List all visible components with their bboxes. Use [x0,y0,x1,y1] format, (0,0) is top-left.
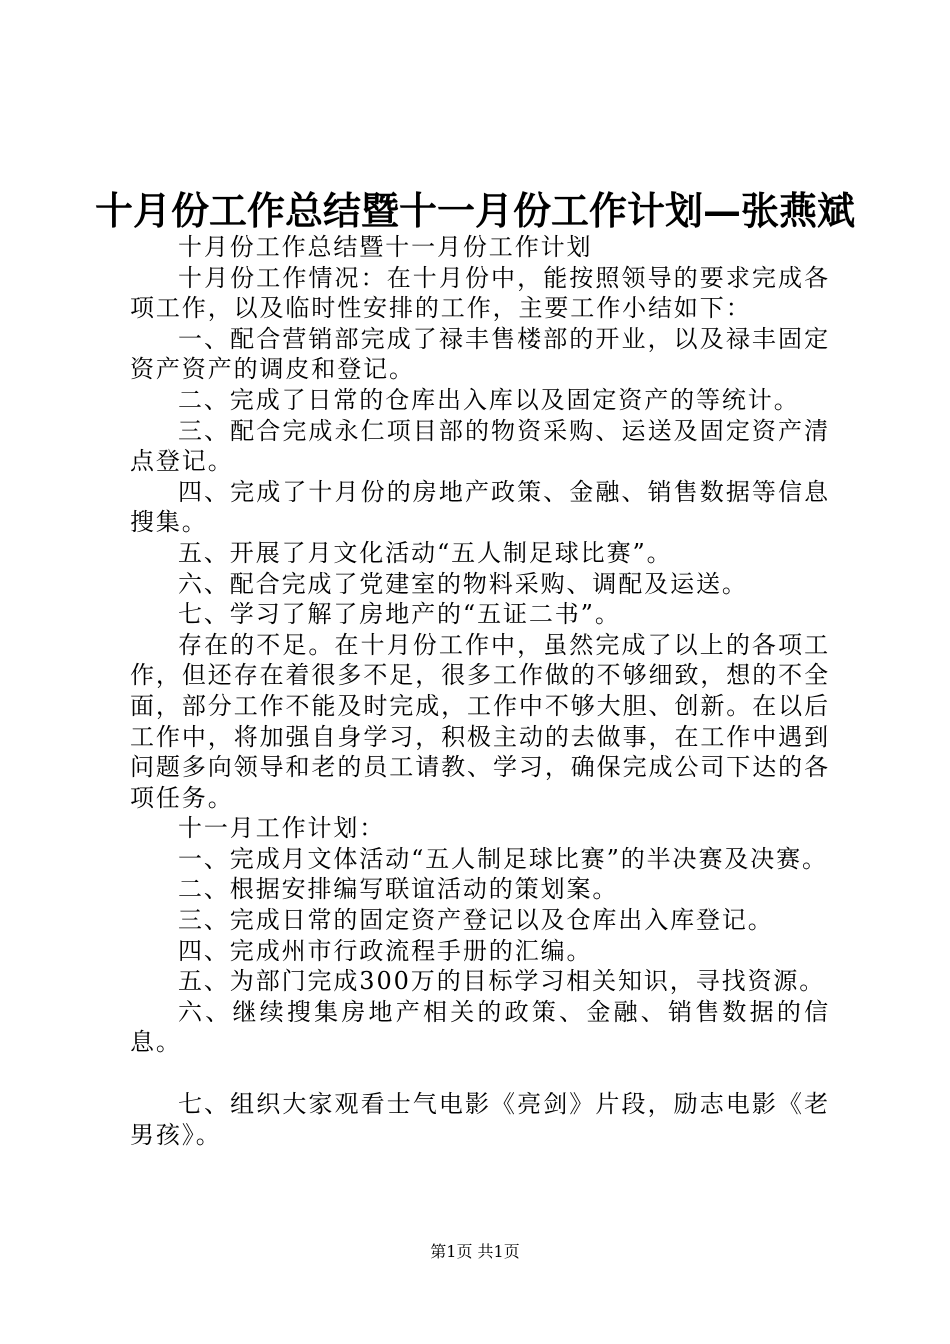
paragraph-october-overview: 十月份工作情况：在十月份中，能按照领导的要求完成各项工作，以及临时性安排的工作，主要工作小结如下： [130,263,830,323]
paragraph-november-item-1: 一、完成月文体活动“五人制足球比赛”的半决赛及决赛。 [178,844,828,873]
paragraph-november-item-2: 二、根据安排编写联谊活动的策划案。 [178,875,619,904]
paragraph-november-item-6: 六、继续搜集房地产相关的政策、金融、销售数据的信息。 [130,997,830,1057]
paragraph-october-item-7: 七、学习了解了房地产的“五证二书”。 [178,600,621,629]
paragraph-october-item-4: 四、完成了十月份的房地产政策、金融、销售数据等信息搜集。 [130,477,830,537]
paragraph-october-item-1: 一、配合营销部完成了禄丰售楼部的开业，以及禄丰固定资产资产的调皮和登记。 [130,324,830,384]
paragraph-october-item-5: 五、开展了月文化活动“五人制足球比赛”。 [178,538,673,567]
page-number-label: 第1页 共1页 [430,1242,520,1261]
paragraph-shortcomings: 存在的不足。在十月份工作中，虽然完成了以上的各项工作，但还存在着很多不足，很多工作做的不够细致，想的不全面，部分工作不能及时完成，工作中不够大胆、创新。在以后工作中，将加强自身学习，积极主动的去做事，在工作中遇到问题多向领导和老的员工请教、学习，确保完成公司下达的各项任务。 [130,630,830,812]
document-title: 十月份工作总结暨十一月份工作计划—张燕斌 [94,188,855,233]
paragraph-subtitle: 十月份工作总结暨十一月份工作计划 [178,233,593,261]
paragraph-november-item-3: 三、完成日常的固定资产登记以及仓库出入库登记。 [178,906,774,935]
paragraph-october-item-2: 二、完成了日常的仓库出入库以及固定资产的等统计。 [178,385,800,414]
document-body [130,232,830,1150]
page-footer [0,1240,950,1264]
paragraph-october-item-3: 三、配合完成永仁项目部的物资采购、运送及固定资产清点登记。 [130,416,830,476]
paragraph-november-item-7: 七、组织大家观看士气电影《亮剑》片段，励志电影《老男孩》。 [130,1090,830,1149]
paragraph-october-item-6: 六、配合完成了党建室的物料采购、调配及运送。 [178,569,748,598]
paragraph-november-item-5: 五、为部门完成300万的目标学习相关知识，寻找资源。 [178,967,826,996]
blank-line [130,1058,830,1089]
paragraph-november-heading: 十一月工作计划： [178,814,386,843]
paragraph-november-item-4: 四、完成州市行政流程手册的汇编。 [178,936,593,965]
